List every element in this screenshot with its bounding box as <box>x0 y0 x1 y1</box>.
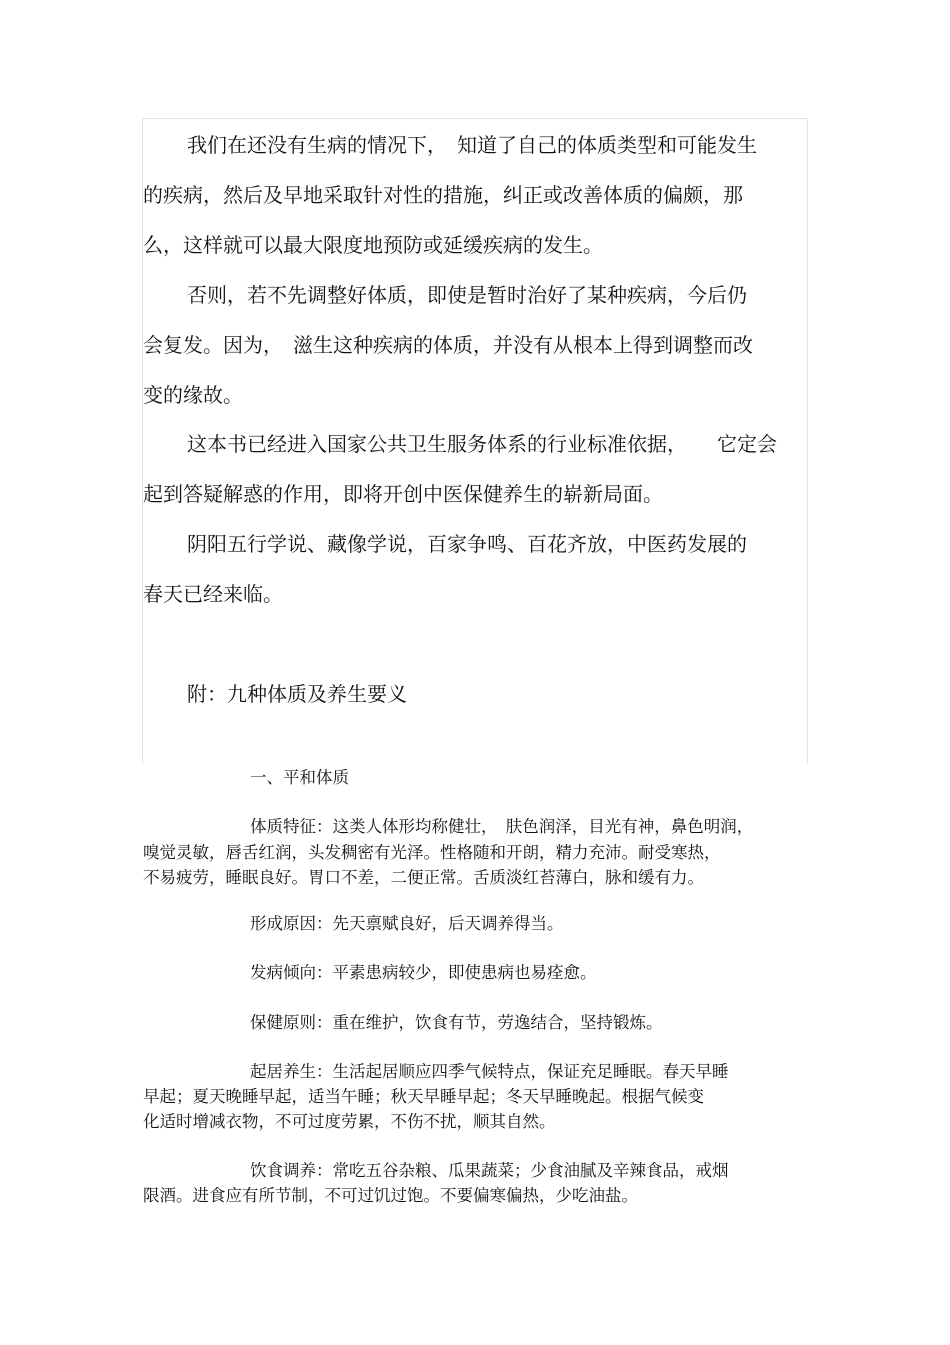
paragraph-2-line-2: 会复发。因为， 滋生这种疾病的体质，并没有从根本上得到调整而改 <box>143 333 753 357</box>
features-line-3: 不易疲劳，睡眠良好。胃口不差，二便正常。舌质淡红苔薄白，脉和缓有力。 <box>143 868 704 887</box>
appendix-title: 附：九种体质及养生要义 <box>187 682 407 706</box>
paragraph-1-line-3: 么，这样就可以最大限度地预防或延缓疾病的发生。 <box>143 233 603 257</box>
paragraph-3-line-1: 这本书已经进入国家公共卫生服务体系的行业标准依据， 它定会 <box>187 432 777 456</box>
diet-line-2: 限酒。进食应有所节制，不可过饥过饱。不要偏寒偏热，少吃油盐。 <box>143 1186 638 1205</box>
tendency-line: 发病倾向：平素患病较少，即使患病也易痊愈。 <box>250 963 597 982</box>
features-line-2: 嗅觉灵敏，唇舌红润，头发稠密有光泽。性格随和开朗，精力充沛。耐受寒热， <box>143 843 721 862</box>
paragraph-4-line-2: 春天已经来临。 <box>143 582 283 606</box>
paragraph-1-line-1: 我们在还没有生病的情况下， 知道了自己的体质类型和可能发生 <box>187 133 757 157</box>
paragraph-2-line-1: 否则，若不先调整好体质，即使是暂时治好了某种疾病，今后仍 <box>187 283 747 307</box>
cause-line: 形成原因：先天禀赋良好，后天调养得当。 <box>250 914 564 933</box>
section-heading: 一、平和体质 <box>250 768 349 787</box>
living-line-2: 早起；夏天晚睡早起，适当午睡；秋天早睡早起；冬天早睡晚起。根据气候变 <box>143 1087 704 1106</box>
principle-line: 保健原则：重在维护，饮食有节，劳逸结合，坚持锻炼。 <box>250 1013 663 1032</box>
living-line-3: 化适时增减衣物，不可过度劳累，不伤不扰，顺其自然。 <box>143 1112 556 1131</box>
paragraph-2-line-3: 变的缘故。 <box>143 383 243 407</box>
living-line-1: 起居养生：生活起居顺应四季气候特点，保证充足睡眠。春天早睡 <box>250 1062 729 1081</box>
features-line-1: 体质特征：这类人体形均称健壮， 肤色润泽，目光有神，鼻色明润， <box>250 817 754 836</box>
paragraph-3-line-2: 起到答疑解惑的作用，即将开创中医保健养生的崭新局面。 <box>143 482 663 506</box>
paragraph-4-line-1: 阴阳五行学说、藏像学说，百家争鸣、百花齐放，中医药发展的 <box>187 532 747 556</box>
diet-line-1: 饮食调养：常吃五谷杂粮、瓜果蔬菜；少食油腻及辛辣食品，戒烟 <box>250 1161 729 1180</box>
paragraph-1-line-2: 的疾病，然后及早地采取针对性的措施，纠正或改善体质的偏颇，那 <box>143 183 743 207</box>
